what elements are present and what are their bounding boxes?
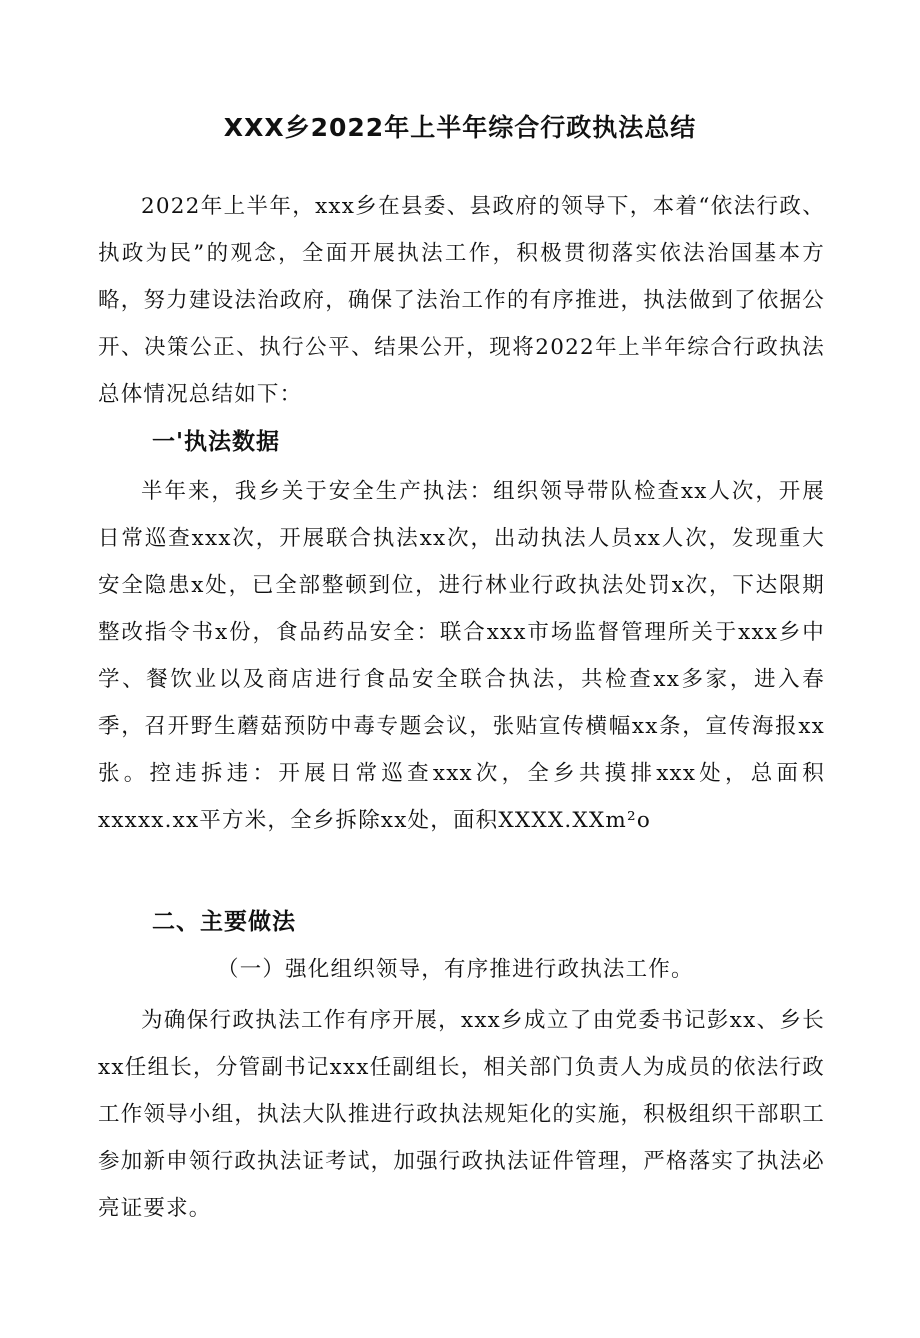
section-heading-data: 一'执法数据	[152, 429, 281, 455]
document-title: XXX乡2022年上半年综合行政执法总结	[223, 113, 697, 142]
intro-paragraph: 2022年上半年，xxx乡在县委、县政府的领导下，本着“依法行政、执政为民”的观念，全面开展执法工作，积极贯彻落实依法治国基本方略，努力建设法治政府，确保了法治工作的有序推进，执法做到了依据公开、决策公正、执行公平、结果公开，现将2022年上半年综合行政执法总体情况总结如下：	[98, 194, 825, 407]
section-heading-practices: 二、主要做法	[152, 909, 296, 935]
subsection-organization-paragraph: 为确保行政执法工作有序开展，xxx乡成立了由党委书记彭xx、乡长xx任组长，分管副书记xxx任副组长，相关部门负责人为成员的依法行政工作领导小组，执法大队推进行政执法规矩化的实施，积极组织干部职工参加新申领行政执法证考试，加强行政执法证件管理，严格落实了执法必亮证要求。	[98, 1008, 825, 1221]
section-data-paragraph: 半年来，我乡关于安全生产执法：组织领导带队检查xx人次，开展日常巡查xxx次，开展联合执法xx次，出动执法人员xx人次，发现重大安全隐患x处，已全部整顿到位，进行林业行政执法处罚x次，下达限期整改指令书x份，食品药品安全：联合xxx市场监督管理所关于xxx乡中学、餐饮业以及商店进行食品安全联合执法，共检查xx多家，进入春季，召开野生蘑菇预防中毒专题会议，张贴宣传横幅xx条，宣传海报xx张。控违拆违：开展日常巡查xxx次，全乡共摸排xxx处，总面积xxxxx.xx平方米，全乡拆除xx处，面积XXXX.XXm²o	[98, 479, 825, 833]
subsection-heading-organization: （一）强化组织领导，有序推进行政执法工作。	[217, 957, 694, 982]
